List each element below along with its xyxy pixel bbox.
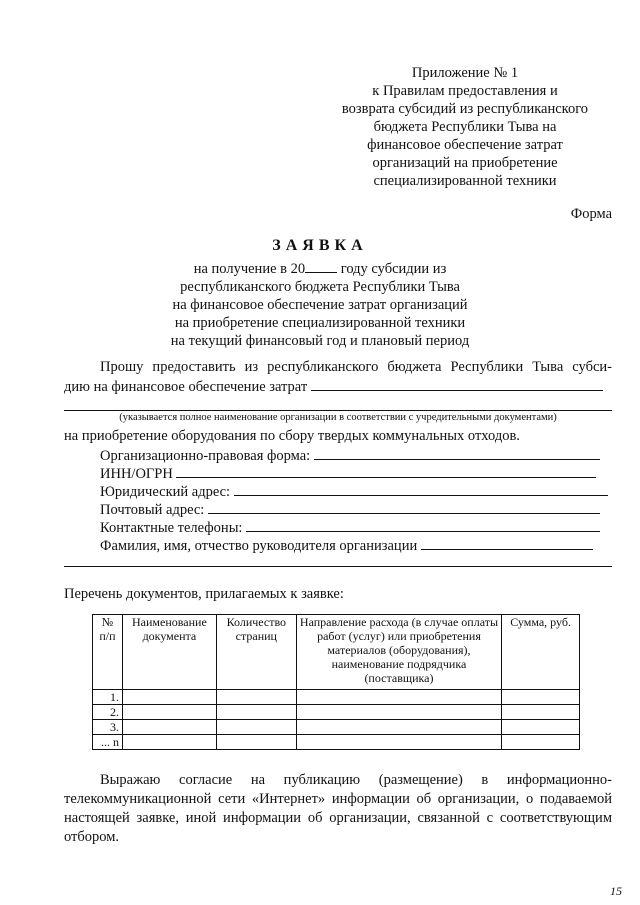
annex-line: бюджета Республики Тыва на <box>373 119 557 135</box>
organization-name-line[interactable] <box>64 410 612 411</box>
table-header-amount: Сумма, руб. <box>502 615 580 690</box>
subtitle-year-suffix: году субсидии из <box>340 261 447 277</box>
row-number: 2. <box>93 705 123 720</box>
legal-address-label: Юридический адрес: <box>100 484 231 500</box>
head-name-input[interactable] <box>421 535 593 550</box>
postal-address-field <box>100 499 600 519</box>
phones-input[interactable] <box>246 517 600 532</box>
consent-paragraph: Выражаю согласие на публикацию (размещение) в информационно-телекоммуникационной сети «Интернет» информации об организации, о подаваемой настоящей заявке, иной информации об организации, связанной с соответствующим отбором. <box>64 772 612 845</box>
table-cell[interactable] <box>502 735 580 750</box>
table-cell[interactable] <box>216 705 296 720</box>
subtitle-line: республиканского бюджета Республики Тыва <box>180 279 460 295</box>
inn-field <box>100 463 596 483</box>
annex-line: финансовое обеспечение затрат <box>367 137 563 153</box>
legal-form-label: Организационно-правовая форма: <box>100 448 311 464</box>
head-name-label: Фамилия, имя, отчество руководителя организации <box>100 538 418 554</box>
head-name-line-2[interactable] <box>64 566 612 567</box>
inn-input[interactable] <box>176 463 596 478</box>
annex-line: возврата субсидий из республиканского <box>341 101 589 117</box>
table-row <box>93 720 580 735</box>
page-number: 15 <box>610 884 622 898</box>
organization-name-note: (указывается полное наименование организации в соответствии с учредительными документами) <box>119 412 557 423</box>
request-line-2-text: дию на финансовое обеспечение затрат <box>64 379 308 395</box>
request-line-2 <box>64 376 603 396</box>
annex-line: к Правилам предоставления и <box>372 83 558 99</box>
row-number: ... n <box>93 735 123 750</box>
table-header-number: № п/п <box>93 615 123 690</box>
subtitle-year-prefix: на получение в 20 <box>193 261 306 277</box>
table-header-row <box>93 615 580 690</box>
table-cell[interactable] <box>296 735 501 750</box>
head-name-field <box>100 535 593 555</box>
table-cell[interactable] <box>216 720 296 735</box>
legal-form-field <box>100 445 600 465</box>
table-cell[interactable] <box>296 720 501 735</box>
table-row <box>93 690 580 705</box>
legal-address-field <box>100 481 608 501</box>
postal-address-label: Почтовый адрес: <box>100 502 205 518</box>
table-cell[interactable] <box>122 735 216 750</box>
table-cell[interactable] <box>502 690 580 705</box>
year-blank[interactable] <box>305 258 337 273</box>
docs-list-label: Перечень документов, прилагаемых к заявке: <box>64 586 344 602</box>
costs-blank[interactable] <box>311 376 603 391</box>
row-number: 1. <box>93 690 123 705</box>
document-title: ЗАЯВКА <box>272 237 368 254</box>
table-cell[interactable] <box>216 690 296 705</box>
subtitle-line: на приобретение специализированной техники <box>174 315 466 331</box>
row-number: 3. <box>93 720 123 735</box>
table-header-doc-name: Наименование документа <box>122 615 216 690</box>
postal-address-input[interactable] <box>208 499 600 514</box>
legal-form-input[interactable] <box>314 445 600 460</box>
table-row <box>93 705 580 720</box>
table-row <box>93 735 580 750</box>
document-subtitle <box>80 258 560 350</box>
subtitle-line: на текущий финансовый год и плановый период <box>170 333 470 349</box>
annex-header <box>320 64 610 190</box>
table-cell[interactable] <box>216 735 296 750</box>
table-cell[interactable] <box>296 705 501 720</box>
legal-address-input[interactable] <box>234 481 608 496</box>
table-cell[interactable] <box>502 720 580 735</box>
table-cell[interactable] <box>122 690 216 705</box>
annex-line: организаций на приобретение <box>372 155 558 171</box>
phones-label: Контактные телефоны: <box>100 520 243 536</box>
table-header-pages: Количество страниц <box>216 615 296 690</box>
annex-line: специализированной техники <box>373 173 557 189</box>
inn-label: ИНН/ОГРН <box>100 466 173 482</box>
table-cell[interactable] <box>122 720 216 735</box>
table-cell[interactable] <box>502 705 580 720</box>
annex-line: Приложение № 1 <box>411 65 519 81</box>
subtitle-line: на финансовое обеспечение затрат организаций <box>172 297 468 313</box>
request-line-1: Прошу предоставить из республиканского бюджета Республики Тыва субси- <box>100 359 612 375</box>
form-label: Форма <box>570 206 612 222</box>
subtitle-line <box>80 258 560 278</box>
table-cell[interactable] <box>296 690 501 705</box>
table-cell[interactable] <box>122 705 216 720</box>
request-line-3: на приобретение оборудования по сбору твердых коммунальных отходов. <box>64 428 520 444</box>
phones-field <box>100 517 600 537</box>
documents-table <box>92 614 580 750</box>
table-header-expense: Направление расхода (в случае оплаты работ (услуг) или приобретения материалов (оборудования), наименование подрядчика (поставщика) <box>296 615 501 690</box>
